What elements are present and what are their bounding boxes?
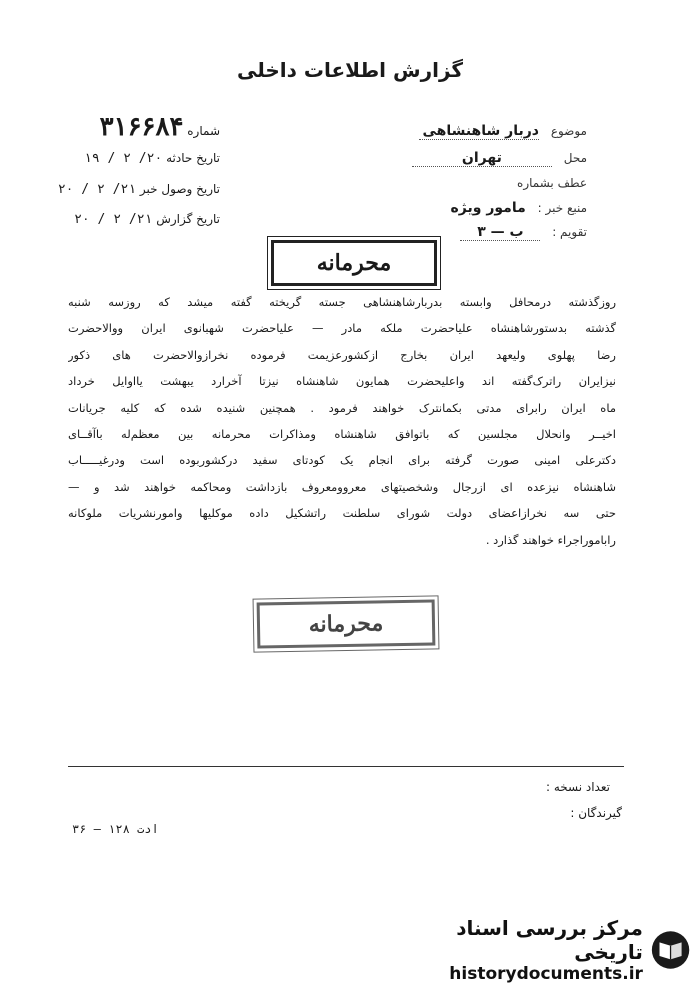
number-value: ۳۱۶۶۸۴	[99, 112, 184, 142]
receipt-date-label: تاریخ وصول خبر	[139, 182, 220, 196]
source-value: مامور ویژه	[450, 200, 526, 216]
footer-divider	[68, 766, 624, 767]
archive-book-icon	[651, 927, 690, 973]
document-code: ۳۶ — ۱۲۸ ادت	[72, 822, 159, 836]
report-title: گزارش اطلاعات داخلی	[236, 58, 464, 82]
rating-label: تقویم :	[552, 225, 587, 239]
body-line: رضا پهلوی ولیعهد ایران بخارج ازکشورعزیمت فرموده نخرازوالاحضرت های ذکور	[68, 347, 616, 362]
subject-value: دربار شاهنشاهی	[419, 123, 539, 140]
report-date-value: ۲۱/ ۲ / ۲۰	[74, 212, 153, 227]
event-date-label: تاریخ حادثه	[166, 151, 220, 165]
place-value: تهران	[412, 150, 552, 167]
body-line: اخیــر وانحلال مجلسین که باتوافق شاهنشاه ومذاکرات محرمانه بین معظم‌له باآقــای	[68, 426, 616, 441]
body-line: نیزایران راترک‌گفته اند واعلیحضرت همایون شاهنشاه نیزتا آخرارد یبهشت یااوایل خرداد	[68, 374, 616, 389]
body-line: گذشته بدستورشاهنشاه علیاحضرت ملکه مادر — علیاحضرت شهبانوی ایران ووالاحضرت	[68, 321, 616, 336]
body-line: حتی سه نخرازاعضای دولت شورای سلطنت راتشکیل داده موکلیها وامورنشریات ملوکانه	[68, 506, 616, 521]
report-body	[68, 289, 616, 553]
place-label: محل	[563, 151, 587, 165]
body-line: شاهنشاه نیزعده ای ازرجال وشخصیتهای معروومعروف بازداشت ومحاکمه خواهند شد و —	[68, 479, 616, 494]
report-date-field	[62, 212, 220, 227]
number-label: شماره	[187, 124, 220, 138]
body-line: راباموراجراء خواهند گذارد .	[485, 532, 616, 547]
reference-label: عطف بشماره	[517, 176, 587, 190]
receipt-date-field	[57, 182, 220, 197]
body-line: ماه ایران رابرای مدتی بکمانترک خواهند فرمود . همچنین شنیده شده که کلیه جریانات	[68, 400, 616, 415]
source-label: منبع خبر :	[537, 201, 587, 215]
source-field	[451, 200, 587, 216]
receipt-date-value: ۲۱/ ۲ / ۲۰	[57, 182, 137, 197]
archive-watermark	[420, 915, 690, 984]
reference-field	[517, 176, 587, 190]
body-line: دکترعلی امینی صورت گرفته برای انجام یک کودتای سفید درکشوربوده است ودرغیـــــاب	[68, 453, 616, 468]
confidential-stamp-top: محرمانه	[271, 240, 437, 286]
report-date-label: تاریخ گزارش	[156, 212, 220, 226]
number-field	[70, 112, 220, 142]
event-date-field	[62, 151, 220, 166]
body-line: روزگذشته درمحافل وابسته بدربارشاهنشاهی جسته گریخته گفته میشد که روزسه شنبه	[68, 295, 616, 309]
event-date-value: ۲۰/ ۲ / ۱۹	[84, 151, 163, 166]
place-field	[412, 150, 587, 167]
archive-website: historydocuments.ir	[449, 963, 643, 984]
copies-label: تعداد نسخه :	[545, 780, 610, 794]
archive-name: مرکز بررسی اسناد تاریخی	[456, 915, 643, 964]
rating-field	[460, 224, 587, 241]
rating-value: ب — ۳	[460, 224, 540, 241]
subject-label: موضوع	[550, 124, 587, 138]
subject-field	[419, 123, 587, 140]
recipients-label: گیرندگان :	[570, 806, 622, 820]
confidential-stamp-bottom: محرمانه	[257, 599, 436, 648]
